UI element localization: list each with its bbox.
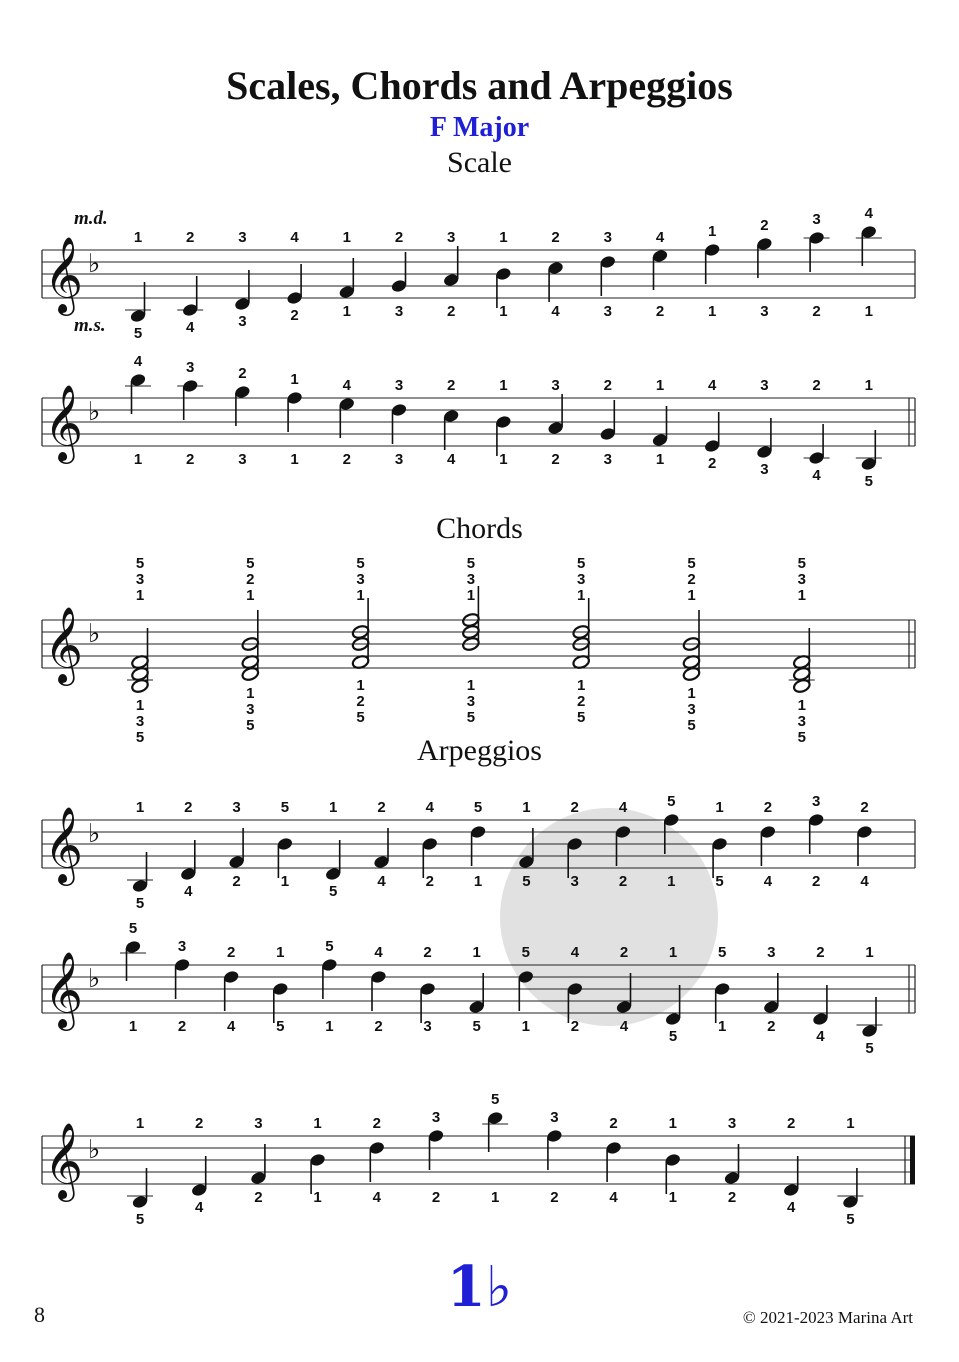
- fingering-top: 2: [227, 944, 236, 961]
- fingering-top: 3: [727, 1115, 737, 1132]
- fingering-top: 3: [394, 377, 404, 394]
- fingering-top: 1: [687, 587, 696, 604]
- fingering-bottom: 5: [865, 1040, 874, 1057]
- flat-icon: ♭: [88, 1135, 101, 1165]
- fingering-bottom: 1: [466, 677, 476, 694]
- fingering-top: 2: [570, 799, 579, 816]
- fingering-bottom: 1: [499, 303, 508, 320]
- fingering-top: 1: [668, 1115, 677, 1132]
- fingering-bottom: 5: [133, 325, 143, 342]
- fingering-bottom: 4: [372, 1189, 381, 1206]
- fingering-bottom: 2: [551, 451, 560, 468]
- note: [546, 1109, 563, 1206]
- fingering-top: 3: [431, 1109, 441, 1126]
- fingering-top: 2: [603, 377, 612, 394]
- fingering-bottom: 3: [238, 313, 247, 330]
- fingering-bottom: 4: [447, 451, 456, 468]
- fingering-bottom: 2: [577, 693, 586, 710]
- fingering-top: 3: [797, 571, 806, 588]
- note: [191, 1115, 208, 1216]
- fingering-bottom: 5: [577, 709, 586, 726]
- fingering-bottom: 3: [246, 701, 255, 718]
- fingering-bottom: 1: [499, 451, 508, 468]
- fingering-bottom: 2: [232, 873, 241, 890]
- staff-1: [42, 353, 915, 490]
- final-barline-thick: [910, 1136, 915, 1184]
- fingering-bottom: 2: [186, 451, 195, 468]
- fingering-top: 2: [186, 229, 195, 246]
- note: [272, 944, 289, 1035]
- fingering-top: 1: [864, 377, 873, 394]
- fingering-top: 3: [812, 211, 821, 228]
- fingering-bottom: 3: [797, 713, 806, 730]
- fingering-top: 4: [133, 353, 143, 370]
- fingering-top: 4: [708, 377, 717, 394]
- fingering-top: 2: [816, 944, 825, 961]
- fingering-bottom: 5: [715, 873, 724, 890]
- fingering-bottom: 1: [708, 303, 717, 320]
- fingering-bottom: 1: [667, 873, 676, 890]
- chord: [127, 555, 153, 746]
- fingering-bottom: 5: [472, 1018, 481, 1035]
- fingering-bottom: 3: [394, 451, 404, 468]
- note: [234, 365, 251, 468]
- fingering-bottom: 3: [760, 303, 769, 320]
- fingering-top: 2: [372, 1115, 381, 1132]
- fingering-bottom: 2: [290, 307, 299, 324]
- fingering-top: 3: [466, 571, 476, 588]
- note: [180, 799, 197, 900]
- fingering-bottom: 4: [816, 1028, 825, 1045]
- treble-clef-icon: 𝄞: [44, 1122, 84, 1199]
- fingering-bottom: 1: [687, 685, 696, 702]
- fingering-top: 1: [846, 1115, 855, 1132]
- fingering-bottom: 2: [374, 1018, 383, 1035]
- key-signature-label: 1♭: [446, 1254, 513, 1320]
- fingering-top: 1: [865, 944, 874, 961]
- fingering-bottom: 1: [133, 451, 143, 468]
- fingering-bottom: 5: [135, 729, 145, 746]
- fingering-bottom: 5: [135, 895, 145, 912]
- fingering-bottom: 3: [423, 1018, 432, 1035]
- fingering-bottom: 5: [356, 709, 365, 726]
- fingering-top: 3: [603, 229, 612, 246]
- fingering-top: 5: [491, 1091, 500, 1108]
- note: [711, 799, 728, 890]
- fingering-top: 1: [135, 799, 145, 816]
- fingering-bottom: 2: [342, 451, 351, 468]
- fingering-bottom: 1: [342, 303, 351, 320]
- note: [804, 377, 830, 484]
- staff-2: [42, 555, 915, 746]
- fingering-bottom: 1: [128, 1018, 138, 1035]
- fingering-bottom: 1: [473, 873, 483, 890]
- fingering-top: 2: [619, 944, 629, 961]
- fingering-top: 2: [787, 1115, 796, 1132]
- fingering-top: 3: [135, 571, 145, 588]
- fingering-top: 4: [570, 944, 580, 961]
- chords-heading: Chords: [436, 512, 523, 545]
- flat-icon: ♭: [88, 819, 101, 849]
- fingering-bottom: 4: [227, 1018, 236, 1035]
- fingering-top: 3: [186, 359, 195, 376]
- staff-5: [42, 1091, 915, 1228]
- note: [286, 371, 303, 468]
- fingering-top: 1: [655, 377, 665, 394]
- fingering-top: 1: [499, 229, 508, 246]
- fingering-top: 1: [797, 587, 806, 604]
- fingering-bottom: 3: [135, 713, 145, 730]
- fingering-top: 3: [551, 377, 560, 394]
- staff-4: [42, 920, 915, 1057]
- note: [421, 799, 438, 890]
- fingering-bottom: 1: [135, 697, 145, 714]
- fingering-top: 5: [687, 555, 696, 572]
- flat-icon: ♭: [88, 249, 101, 279]
- fingering-top: 1: [276, 944, 285, 961]
- key-name: F Major: [429, 112, 530, 143]
- fingering-bottom: 5: [329, 883, 338, 900]
- chord: [572, 555, 591, 726]
- fingering-top: 5: [667, 793, 676, 810]
- fingering-top: 4: [374, 944, 383, 961]
- fingering-bottom: 1: [655, 451, 665, 468]
- fingering-top: 3: [356, 571, 365, 588]
- note: [177, 359, 203, 468]
- fingering-bottom: 1: [521, 1018, 530, 1035]
- fingering-top: 5: [246, 555, 255, 572]
- note: [177, 229, 203, 336]
- fingering-bottom: 5: [846, 1211, 855, 1228]
- fingering-bottom: 1: [280, 873, 290, 890]
- fingering-bottom: 2: [708, 455, 717, 472]
- fingering-top: 1: [313, 1115, 322, 1132]
- fingering-bottom: 2: [447, 303, 456, 320]
- note: [325, 799, 342, 900]
- note: [419, 944, 436, 1035]
- note: [321, 938, 338, 1035]
- treble-clef-icon: 𝄞: [44, 384, 84, 461]
- fingering-top: 5: [135, 555, 145, 572]
- copyright: © 2021-2023 Marina Art: [742, 1308, 913, 1327]
- fingering-top: 1: [577, 587, 586, 604]
- fingering-bottom: 4: [186, 319, 195, 336]
- note: [664, 1115, 681, 1206]
- fingering-top: 2: [812, 377, 821, 394]
- fingering-top: 3: [760, 377, 769, 394]
- fingering-bottom: 1: [491, 1189, 500, 1206]
- fingering-top: 5: [577, 555, 586, 572]
- flat-icon: ♭: [88, 619, 101, 649]
- fingering-bottom: 3: [603, 303, 612, 320]
- fingering-top: 2: [609, 1115, 618, 1132]
- fingering-bottom: 2: [812, 303, 821, 320]
- fingering-bottom: 2: [767, 1018, 776, 1035]
- fingering-top: 1: [135, 587, 145, 604]
- fingering-top: 5: [797, 555, 806, 572]
- fingering-top: 5: [473, 799, 483, 816]
- fingering-bottom: 1: [797, 697, 806, 714]
- note: [309, 1115, 326, 1206]
- treble-clef-icon: 𝄞: [44, 806, 84, 883]
- fingering-bottom: 2: [431, 1189, 441, 1206]
- fingering-top: 1: [342, 229, 351, 246]
- fingering-bottom: 4: [860, 873, 869, 890]
- fingering-bottom: 1: [668, 1189, 677, 1206]
- fingering-top: 1: [329, 799, 338, 816]
- fingering-bottom: 5: [687, 717, 696, 734]
- fingering-bottom: 3: [687, 701, 696, 718]
- fingering-bottom: 5: [466, 709, 476, 726]
- fingering-bottom: 4: [619, 1018, 629, 1035]
- note: [663, 793, 680, 890]
- fingering-top: 3: [767, 944, 776, 961]
- note: [495, 229, 512, 320]
- fingering-top: 1: [135, 1115, 145, 1132]
- fingering-bottom: 1: [325, 1018, 334, 1035]
- fingering-top: 3: [577, 571, 586, 588]
- fingering-top: 1: [466, 587, 476, 604]
- fingering-top: 3: [238, 229, 247, 246]
- fingering-top: 3: [232, 799, 241, 816]
- fingering-top: 1: [668, 944, 678, 961]
- fingering-bottom: 5: [135, 1211, 145, 1228]
- note: [566, 799, 583, 890]
- fingering-top: 5: [128, 920, 138, 937]
- fingering-top: 2: [246, 571, 255, 588]
- fingering-top: 3: [254, 1115, 263, 1132]
- fingering-bottom: 2: [356, 693, 365, 710]
- fingering-bottom: 1: [577, 677, 586, 694]
- fingering-bottom: 2: [812, 873, 821, 890]
- note: [808, 793, 825, 890]
- fingering-bottom: 4: [609, 1189, 618, 1206]
- staff-3: [42, 793, 915, 912]
- page-number: 8: [34, 1302, 45, 1327]
- chord: [789, 555, 815, 746]
- fingering-bottom: 1: [246, 685, 255, 702]
- fingering-top: 4: [342, 377, 351, 394]
- note: [804, 211, 830, 320]
- fingering-top: 5: [521, 944, 530, 961]
- fingering-bottom: 1: [864, 303, 873, 320]
- note: [756, 217, 773, 320]
- fingering-top: 1: [472, 944, 481, 961]
- fingering-top: 1: [246, 587, 255, 604]
- fingering-top: 2: [763, 799, 773, 816]
- fingering-top: 5: [466, 555, 476, 572]
- fingering-bottom: 3: [238, 451, 247, 468]
- page-title: Scales, Chords and Arpeggios: [226, 63, 733, 108]
- fingering-bottom: 3: [394, 303, 404, 320]
- flat-icon: ♭: [88, 964, 101, 994]
- note: [495, 377, 512, 468]
- fingering-bottom: 4: [195, 1199, 204, 1216]
- fingering-top: 2: [195, 1115, 204, 1132]
- note: [812, 944, 829, 1045]
- fingering-top: 2: [394, 229, 404, 246]
- fingering-top: 3: [550, 1109, 559, 1126]
- fingering-bottom: 4: [551, 303, 560, 320]
- fingering-top: 3: [812, 793, 821, 810]
- fingering-top: 2: [551, 229, 560, 246]
- fingering-bottom: 1: [290, 451, 299, 468]
- fingering-bottom: 5: [797, 729, 806, 746]
- note: [566, 944, 583, 1035]
- note: [664, 944, 681, 1045]
- fingering-top: 1: [290, 371, 299, 388]
- fingering-top: 3: [177, 938, 187, 955]
- fingering-top: 2: [860, 799, 869, 816]
- flat-icon: ♭: [88, 397, 101, 427]
- fingering-top: 1: [715, 799, 724, 816]
- fingering-bottom: 2: [570, 1018, 580, 1035]
- chord: [462, 555, 481, 726]
- fingering-top: 1: [708, 223, 717, 240]
- fingering-bottom: 2: [550, 1189, 559, 1206]
- fingering-bottom: 4: [763, 873, 773, 890]
- fingering-bottom: 4: [787, 1199, 796, 1216]
- fingering-top: 4: [425, 799, 434, 816]
- fingering-top: 2: [184, 799, 193, 816]
- fingering-bottom: 5: [864, 473, 873, 490]
- fingering-bottom: 4: [184, 883, 193, 900]
- fingering-bottom: 5: [522, 873, 531, 890]
- fingering-top: 2: [423, 944, 432, 961]
- fingering-top: 1: [522, 799, 531, 816]
- fingering-top: 5: [325, 938, 334, 955]
- treble-clef-icon: 𝄞: [44, 951, 84, 1028]
- treble-clef-icon: 𝄞: [44, 606, 84, 683]
- fingering-bottom: 3: [570, 873, 579, 890]
- fingering-bottom: 2: [618, 873, 628, 890]
- note: [173, 938, 190, 1035]
- fingering-top: 5: [356, 555, 365, 572]
- fingering-bottom: 5: [276, 1018, 285, 1035]
- fingering-bottom: 2: [254, 1189, 263, 1206]
- hand-label-left: m.s.: [74, 315, 106, 336]
- note: [234, 229, 251, 330]
- staff-0: [42, 205, 915, 342]
- fingering-top: 5: [718, 944, 727, 961]
- scale-heading: Scale: [447, 146, 512, 179]
- fingering-bottom: 1: [356, 677, 365, 694]
- note: [783, 1115, 800, 1216]
- fingering-top: 2: [687, 571, 696, 588]
- fingering-bottom: 2: [177, 1018, 187, 1035]
- fingering-bottom: 2: [727, 1189, 737, 1206]
- hand-label-right: m.d.: [74, 208, 108, 229]
- fingering-bottom: 5: [668, 1028, 678, 1045]
- chord: [351, 555, 370, 726]
- note: [276, 799, 293, 890]
- fingering-top: 4: [655, 229, 665, 246]
- note: [286, 229, 303, 324]
- note: [714, 944, 731, 1035]
- fingering-bottom: 3: [603, 451, 612, 468]
- arpeggios-heading: Arpeggios: [417, 734, 542, 767]
- treble-clef-icon: 𝄞: [44, 236, 84, 313]
- fingering-top: 4: [290, 229, 299, 246]
- fingering-top: 2: [238, 365, 247, 382]
- fingering-bottom: 1: [718, 1018, 727, 1035]
- fingering-top: 5: [280, 799, 290, 816]
- fingering-top: 3: [447, 229, 456, 246]
- fingering-bottom: 3: [466, 693, 476, 710]
- fingering-bottom: 4: [812, 467, 821, 484]
- fingering-bottom: 4: [377, 873, 386, 890]
- fingering-top: 1: [133, 229, 143, 246]
- fingering-bottom: 2: [655, 303, 665, 320]
- note: [704, 223, 721, 320]
- fingering-bottom: 1: [313, 1189, 322, 1206]
- note: [704, 377, 721, 472]
- fingering-top: 1: [499, 377, 508, 394]
- note: [427, 1109, 444, 1206]
- fingering-top: 4: [864, 205, 873, 222]
- fingering-top: 1: [356, 587, 365, 604]
- fingering-top: 2: [760, 217, 769, 234]
- fingering-top: 2: [447, 377, 456, 394]
- fingering-bottom: 5: [246, 717, 255, 734]
- fingering-top: 2: [377, 799, 386, 816]
- fingering-bottom: 3: [760, 461, 769, 478]
- fingering-bottom: 2: [425, 873, 434, 890]
- note: [756, 377, 773, 478]
- fingering-top: 4: [618, 799, 628, 816]
